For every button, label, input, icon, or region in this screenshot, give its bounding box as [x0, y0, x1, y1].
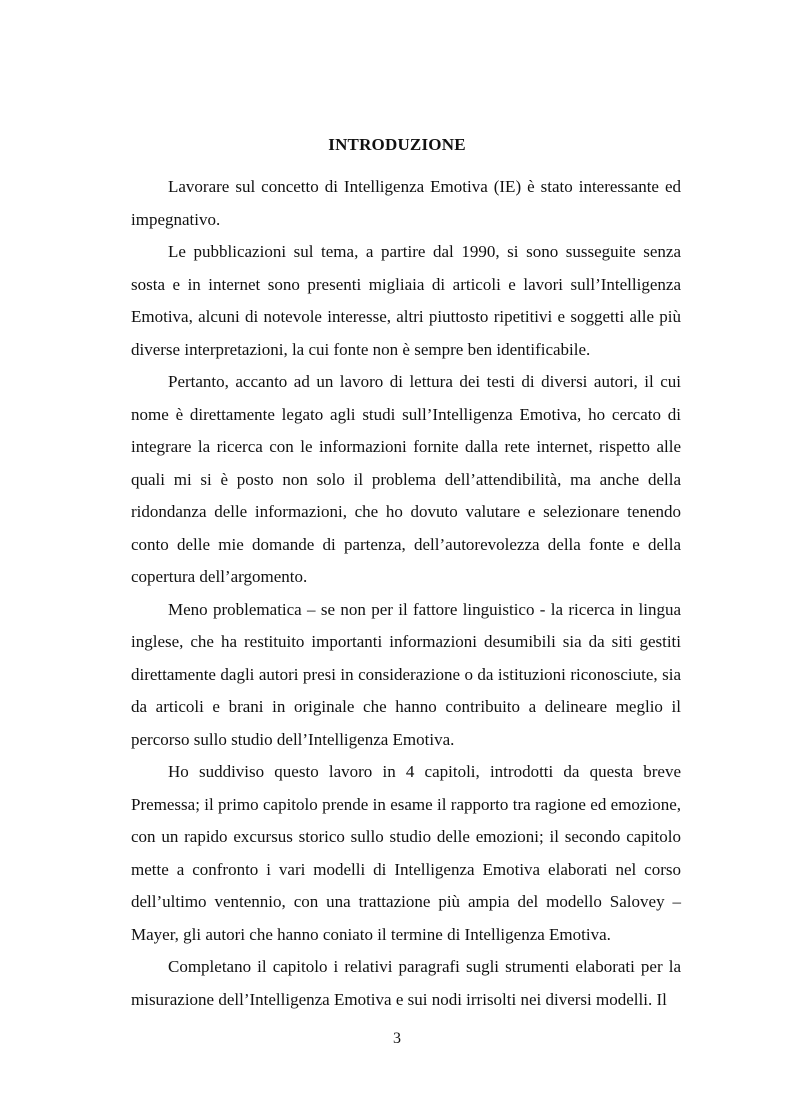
body-text — [131, 171, 681, 1016]
paragraph-3: Pertanto, accanto ad un lavoro di lettura dei testi di diversi autori, il cui nome è direttamente legato agli studi sull’Intelligenza Emotiva, ho cercato di integrare la ricerca con le informazioni fornite dalla rete internet, rispetto alle quali mi si è posto non solo il problema dell’attendibilità, ma anche della ridondanza delle informazioni, che ho dovuto valutare e selezionare tenendo conto delle mie domande di partenza, dell’autorevolezza della fonte e della copertura dell’argomento. — [131, 372, 681, 586]
paragraph-5: Ho suddiviso questo lavoro in 4 capitoli, introdotti da questa breve Premessa; il primo capitolo prende in esame il rapporto tra ragione ed emozione, con un rapido excursus storico sullo studio delle emozioni; il secondo capitolo mette a confronto i vari modelli di Intelligenza Emotiva elaborati nel corso dell’ultimo ventennio, con una trattazione più ampia del modello Salovey – Mayer, gli autori che hanno coniato il termine di Intelligenza Emotiva. — [131, 762, 681, 944]
paragraph-1: Lavorare sul concetto di Intelligenza Emotiva (IE) è stato interessante ed impegnativo. — [131, 177, 681, 229]
page-number: 3 — [393, 1030, 401, 1047]
paragraph-6: Completano il capitolo i relativi paragrafi sugli strumenti elaborati per la misurazione dell’Intelligenza Emotiva e sui nodi irrisolti nei diversi modelli. Il — [131, 957, 681, 1009]
page-title: INTRODUZIONE — [328, 135, 466, 154]
paragraph-4: Meno problematica – se non per il fattore linguistico - la ricerca in lingua inglese, che ha restituito importanti informazioni desumibili sia da siti gestiti direttamente dagli autori presi in considerazione o da istituzioni riconosciute, sia da articoli e brani in originale che hanno contribuito a delineare meglio il percorso sullo studio dell’Intelligenza Emotiva. — [131, 599, 681, 749]
paragraph-2: Le pubblicazioni sul tema, a partire dal 1990, si sono susseguite senza sosta e in internet sono presenti migliaia di articoli e lavori sull’Intelligenza Emotiva, alcuni di notevole interesse, altri piuttosto ripetitivi e soggetti alle più diverse interpretazioni, la cui fonte non è sempre ben identificabile. — [131, 242, 681, 359]
